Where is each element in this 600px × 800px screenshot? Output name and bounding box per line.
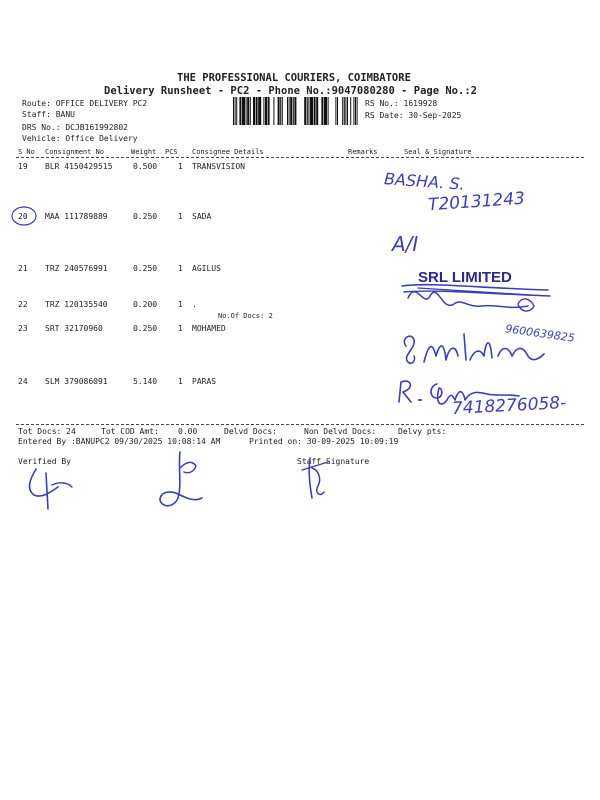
row-consignee: MOHAMED bbox=[192, 324, 226, 333]
row-consignment: BLR 4150429515 bbox=[45, 162, 113, 171]
row-weight: 0.200 bbox=[133, 300, 158, 309]
docs-count-note: No.Of Docs: 2 bbox=[218, 312, 273, 320]
col-weight: Weight bbox=[131, 148, 157, 156]
row-consignee: . bbox=[192, 300, 197, 309]
row-weight: 0.250 bbox=[133, 324, 158, 333]
handwritten-ai: A/I bbox=[392, 232, 419, 256]
handwritten-phone: 9600639825 bbox=[504, 322, 576, 345]
rs-date: RS Date: 30-Sep-2025 bbox=[365, 111, 462, 120]
drs-number: DRS No.: DCJB161992802 bbox=[22, 123, 128, 132]
row-sno: 19 bbox=[18, 162, 28, 171]
stamp-signature-scribble bbox=[398, 268, 558, 328]
col-seal-signature: Seal & Signature bbox=[404, 148, 472, 156]
row-consignee: AGILUS bbox=[192, 264, 221, 273]
row-pcs: 1 bbox=[178, 300, 183, 309]
supervisor-signature bbox=[156, 448, 208, 512]
footer-divider bbox=[16, 424, 584, 425]
route-text: Route: OFFICE DELIVERY PC2 bbox=[22, 99, 148, 108]
barcode bbox=[233, 97, 359, 125]
handwritten-name: BASHA. S. bbox=[383, 169, 466, 194]
row-sno: 20 bbox=[18, 212, 28, 221]
delivered-docs: Delvd Docs: bbox=[224, 427, 277, 436]
col-consignee: Consignee Details bbox=[192, 148, 264, 156]
col-remarks: Remarks bbox=[348, 148, 378, 156]
row-weight: 0.250 bbox=[133, 264, 158, 273]
staff-signature bbox=[298, 452, 338, 508]
row-pcs: 1 bbox=[178, 162, 183, 171]
runsheet-subtitle: Delivery Runsheet - PC2 - Phone No.:9047080280 - Page No.:2 bbox=[104, 85, 477, 97]
row-pcs: 1 bbox=[178, 377, 183, 386]
row-sno: 21 bbox=[18, 264, 28, 273]
row-sno: 24 bbox=[18, 377, 28, 386]
row-pcs: 1 bbox=[178, 264, 183, 273]
row-consignment: SRT 32170960 bbox=[45, 324, 103, 333]
non-delivered-docs: Non Delvd Docs: bbox=[304, 427, 377, 436]
vehicle-text: Vehicle: Office Delivery bbox=[22, 134, 138, 143]
col-pcs: PCS bbox=[165, 148, 178, 156]
header-divider bbox=[16, 157, 584, 158]
srl-stamp: SRL LIMITED bbox=[418, 269, 512, 286]
row-weight: 0.250 bbox=[133, 212, 158, 221]
verifier-signature bbox=[22, 465, 78, 513]
row-consignee: TRANSVISION bbox=[192, 162, 245, 171]
verified-by-label: Verified By bbox=[18, 457, 71, 466]
rs-number: RS No.: 1619928 bbox=[365, 99, 438, 108]
delivery-points: Delvy pts: bbox=[398, 427, 447, 436]
col-consignment: Consignment No bbox=[45, 148, 105, 156]
staff-signature-label: Staff Signature bbox=[297, 457, 370, 466]
col-sno: S No bbox=[18, 148, 35, 156]
row-sno: 22 bbox=[18, 300, 28, 309]
row-consignment: TRZ 240576991 bbox=[45, 264, 108, 273]
row-pcs: 1 bbox=[178, 324, 183, 333]
row-consignee: PARAS bbox=[192, 377, 217, 386]
row-pcs: 1 bbox=[178, 212, 183, 221]
row-consignment: SLM 379086091 bbox=[45, 377, 108, 386]
total-cod-label: Tot COD Amt: bbox=[101, 427, 159, 436]
row-weight: 5.140 bbox=[133, 377, 158, 386]
row-consignment: TRZ 120135540 bbox=[45, 300, 108, 309]
row-consignment: MAA 111789889 bbox=[45, 212, 108, 221]
total-docs: Tot Docs: 24 bbox=[18, 427, 76, 436]
circle-mark bbox=[10, 205, 40, 227]
handwritten-id: T20131243 bbox=[427, 188, 526, 216]
row-consignee: SADA bbox=[192, 212, 212, 221]
staff-text: Staff: BANU bbox=[22, 110, 75, 119]
handwritten-phone-2: 7418276058- bbox=[451, 393, 567, 419]
row-sno: 23 bbox=[18, 324, 28, 333]
row-weight: 0.500 bbox=[133, 162, 158, 171]
printed-on: Printed on: 30-09-2025 10:09:19 bbox=[249, 437, 399, 446]
total-cod-amount: 0.00 bbox=[178, 427, 198, 436]
entered-by: Entered By :BANUPC2 09/30/2025 10:08:14 AM bbox=[18, 437, 221, 446]
company-title: THE PROFESSIONAL COURIERS, COIMBATORE bbox=[177, 72, 411, 84]
